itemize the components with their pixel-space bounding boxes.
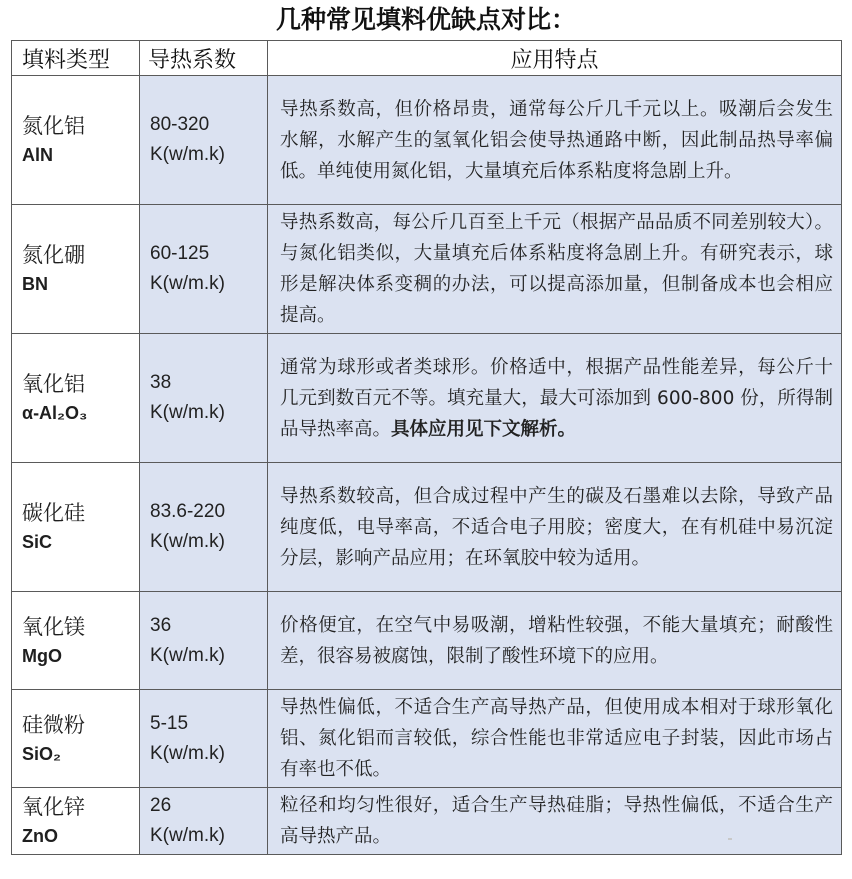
features-cell: 导热系数高，每公斤几百至上千元（根据产品品质不同差别较大）。与氮化铝类似，大量填充后体系粘度将急剧上升。有研究表示，球形是解决体系变稠的办法，可以提高添加量，但制备成本也会相应提高。 xyxy=(268,205,842,334)
features-cell: 导热系数高，但价格昂贵，通常每公斤几千元以上。吸潮后会发生水解，水解产生的氢氧化铝会使导热通路中断，因此制品热导率偏低。单纯使用氮化铝，大量填充后体系粘度将急剧上升。 xyxy=(268,76,842,205)
table-row xyxy=(12,592,842,690)
stray-mark xyxy=(728,838,732,840)
table-header-row xyxy=(12,41,842,76)
conductivity-range: 26 xyxy=(150,795,172,816)
table-row xyxy=(12,463,842,592)
header-thermal-conductivity: 导热系数 xyxy=(140,41,268,76)
conductivity-cell xyxy=(140,592,268,690)
filler-formula: AlN xyxy=(22,145,53,165)
filler-formula: BN xyxy=(22,274,48,294)
conductivity-cell xyxy=(140,690,268,788)
filler-type-cell xyxy=(12,592,140,690)
conductivity-range: 38 xyxy=(150,372,172,393)
conductivity-cell xyxy=(140,334,268,463)
filler-formula: SiO₂ xyxy=(22,743,62,764)
filler-name: 硅微粉 xyxy=(22,712,85,737)
filler-name: 碳化硅 xyxy=(22,501,85,525)
conductivity-range: 60-125 xyxy=(150,243,210,264)
filler-type-cell xyxy=(12,463,140,592)
conductivity-cell xyxy=(140,788,268,855)
table-row xyxy=(12,205,842,334)
features-text: 通常为球形或者类球形。价格适中，根据产品性能差异，每公斤十几元到数百元不等。填充量大，最大可添加到 600-800 份，所得制品导热率高。 xyxy=(280,356,833,440)
filler-name: 氧化锌 xyxy=(22,795,85,819)
table-row xyxy=(12,334,842,463)
filler-formula: SiC xyxy=(22,532,53,552)
features-cell: 价格便宜，在空气中易吸潮，增粘性较强，不能大量填充；耐酸性差，很容易被腐蚀，限制了酸性环境下的应用。 xyxy=(268,592,842,690)
page-title: 几种常见填料优缺点对比： xyxy=(275,5,576,34)
conductivity-unit: K(w/m.k) xyxy=(150,742,225,764)
features-cell xyxy=(268,334,842,463)
filler-type-cell xyxy=(12,788,140,855)
conductivity-unit: K(w/m.k) xyxy=(150,273,225,294)
conductivity-range: 36 xyxy=(150,614,172,636)
header-application-features: 应用特点 xyxy=(268,41,842,76)
filler-name: 氧化镁 xyxy=(22,614,85,639)
conductivity-unit: K(w/m.k) xyxy=(150,144,225,165)
conductivity-unit: K(w/m.k) xyxy=(150,644,225,666)
filler-name: 氧化铝 xyxy=(22,372,85,396)
filler-type-cell xyxy=(12,76,140,205)
conductivity-unit: K(w/m.k) xyxy=(150,531,225,552)
filler-formula: MgO xyxy=(22,645,62,666)
features-cell: 粒径和均匀性很好，适合生产导热硅脂；导热性偏低，不适合生产高导热产品。 xyxy=(268,788,842,855)
conductivity-cell xyxy=(140,463,268,592)
filler-type-cell xyxy=(12,205,140,334)
features-cell: 导热系数较高，但合成过程中产生的碳及石墨难以去除，导致产品纯度低，电导率高，不适合电子用胶；密度大，在有机硅中易沉淀分层，影响产品应用；在环氧胶中较为适用。 xyxy=(268,463,842,592)
conductivity-range: 83.6-220 xyxy=(150,501,226,522)
filler-formula: ZnO xyxy=(22,826,58,846)
conductivity-cell xyxy=(140,205,268,334)
table-row xyxy=(12,788,842,855)
header-filler-type: 填料类型 xyxy=(12,41,140,76)
conductivity-range: 5-15 xyxy=(150,712,189,734)
features-cell: 导热性偏低，不适合生产高导热产品，但使用成本相对于球形氧化铝、氮化铝而言较低，综合性能也非常适应电子封装，因此市场占有率也不低。 xyxy=(268,690,842,788)
filler-comparison-table xyxy=(11,40,842,855)
table-row xyxy=(12,690,842,788)
conductivity-unit: K(w/m.k) xyxy=(150,825,225,846)
filler-name: 氮化硼 xyxy=(22,243,85,267)
features-bold-note: 具体应用见下文解析。 xyxy=(391,418,577,440)
filler-type-cell xyxy=(12,690,140,788)
conductivity-cell xyxy=(140,76,268,205)
table-row xyxy=(12,76,842,205)
filler-name: 氮化铝 xyxy=(22,114,85,138)
filler-type-cell xyxy=(12,334,140,463)
filler-formula: α-Al₂O₃ xyxy=(22,403,88,423)
conductivity-range: 80-320 xyxy=(150,114,210,135)
conductivity-unit: K(w/m.k) xyxy=(150,402,225,423)
